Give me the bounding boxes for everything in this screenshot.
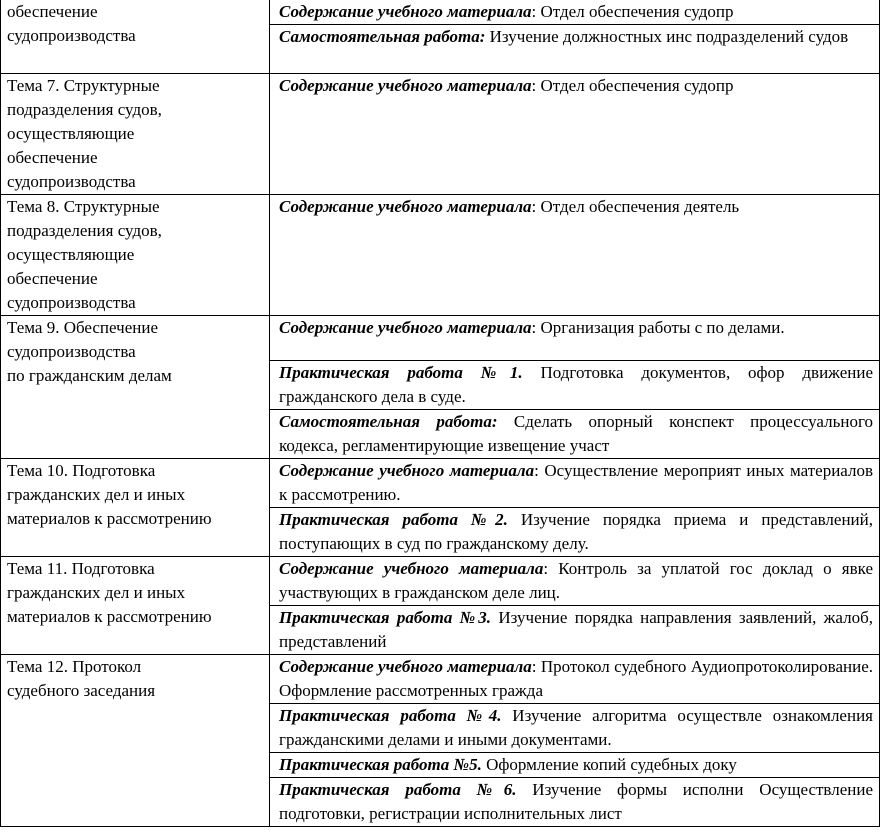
topic-title: Тема 11. Подготовка гражданских дел и иных материалов к рассмотрению: [7, 559, 212, 626]
content-cell: [270, 361, 880, 410]
entry-separator: :: [531, 318, 537, 337]
topic-title: Тема 8. Структурные подразделения судов, осуществляющие обеспечение судопроизводства: [7, 197, 162, 312]
topic-title: Тема 12. Протокол судебного заседания: [7, 657, 156, 700]
entry-separator: :: [531, 657, 537, 676]
entry-label: Содержание учебного материала: [279, 657, 532, 676]
entry-separator: :: [531, 197, 537, 216]
content-cell: [270, 704, 880, 753]
topic-cell: [1, 655, 270, 827]
entry-label: Практическая работа №6.: [279, 780, 517, 799]
content-cell: [270, 0, 880, 25]
table-row: [1, 74, 880, 195]
entry-text: Изучение порядка направления заявлений, жалоб, представлений: [279, 608, 873, 651]
topic-cell: [1, 0, 270, 74]
entry-text: Протокол судебного Аудиопротоколирование. Оформление рассмотренных гражда: [279, 657, 874, 700]
entry-separator: :: [531, 2, 537, 21]
entry-label: Практическая работа №2.: [279, 510, 508, 529]
content-cell: [270, 25, 880, 74]
entry-label: Практическая работа №3.: [279, 608, 492, 627]
entry-text: Оформление копий судебных доку: [481, 755, 737, 774]
entry-text: Изучение должностных инс подразделений судов: [485, 27, 849, 46]
topic-cell: [1, 195, 270, 316]
entry-text: Осуществление мероприят иных материалов к рассмотрению.: [279, 461, 874, 504]
entry-text: Отдел обеспечения судопр: [536, 76, 734, 95]
content-cell: [270, 316, 880, 361]
topic-cell: [1, 316, 270, 459]
content-cell: [270, 410, 880, 459]
entry-label: Самостоятельная работа:: [279, 412, 498, 431]
topic-title: Тема 10. Подготовка гражданских дел и иных материалов к рассмотрению: [7, 461, 212, 528]
entry-label: Содержание учебного материала: [279, 461, 535, 480]
entry-label: Содержание учебного материала: [279, 76, 532, 95]
content-cell: [270, 753, 880, 778]
entry-separator: :: [534, 461, 539, 480]
entry-label: Содержание учебного материала: [279, 318, 532, 337]
table-row: [1, 0, 880, 25]
table-row: [1, 557, 880, 606]
table-row: [1, 459, 880, 508]
topic-title: Тема 7. Структурные подразделения судов, осуществляющие обеспечение судопроизводства: [7, 76, 162, 191]
entry-separator: :: [543, 559, 549, 578]
entry-label: Самостоятельная работа:: [279, 27, 486, 46]
entry-text: Отдел обеспечения деятель: [536, 197, 740, 216]
entry-text: Изучение порядка приема и представлений, поступающих в суд по гражданскому делу.: [279, 510, 873, 553]
entry-text: Изучение алгоритма осуществле ознакомления гражданскими делами и иными документами.: [279, 706, 873, 749]
topic-cell: [1, 557, 270, 655]
entry-label: Содержание учебного материала: [279, 559, 544, 578]
content-cell: [270, 459, 880, 508]
entry-separator: :: [531, 76, 537, 95]
entry-text: Отдел обеспечения судопр: [536, 2, 734, 21]
content-cell: [270, 655, 880, 704]
table-row: [1, 316, 880, 361]
topic-title: Тема 9. Обеспечение судопроизводства по гражданским делам: [7, 318, 172, 385]
content-cell: [270, 557, 880, 606]
content-cell: [270, 508, 880, 557]
topic-title: обеспечение судопроизводства: [7, 2, 136, 45]
entry-text: Организация работы с по делами.: [536, 318, 785, 337]
entry-label: Практическая работа №4.: [279, 706, 502, 725]
entry-label: Практическая работа №1.: [279, 363, 523, 382]
content-cell: [270, 195, 880, 316]
content-cell: [270, 778, 880, 827]
entry-text: Контроль за уплатой гос доклад о явке участвующих в гражданском деле лиц.: [279, 559, 873, 602]
entry-text: Сделать опорный конспект процессуального кодекса, регламентирующие извещение участ: [279, 412, 873, 455]
entry-text: Изучение формы исполни Осуществление подготовки, регистрации исполнительных лист: [279, 780, 873, 823]
content-cell: [270, 74, 880, 195]
table-row: [1, 655, 880, 704]
entry-label: Практическая работа №5.: [279, 755, 482, 774]
table-row: [1, 195, 880, 316]
entry-text: Подготовка документов, офор движение гражданского дела в суде.: [279, 363, 873, 406]
topic-cell: [1, 459, 270, 557]
entry-label: Содержание учебного материала: [279, 197, 532, 216]
entry-label: Содержание учебного материала: [279, 2, 532, 21]
topic-cell: [1, 74, 270, 195]
content-cell: [270, 606, 880, 655]
